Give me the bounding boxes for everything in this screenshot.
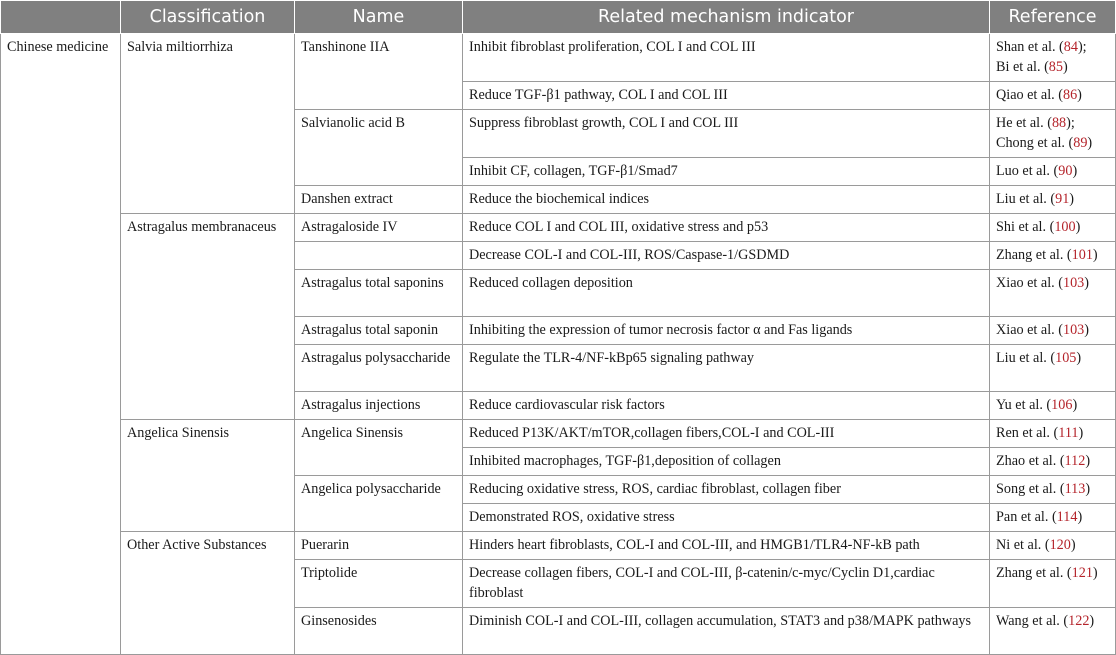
reference-tail: ) — [1084, 275, 1089, 291]
header-row — [1, 1, 1116, 34]
reference-entry — [996, 113, 1109, 133]
name-cell: Astragalus injections — [295, 392, 463, 420]
mechanism-cell: Demonstrated ROS, oxidative stress — [463, 504, 990, 532]
reference-author: Liu et al. ( — [996, 350, 1056, 366]
reference-link[interactable]: 88 — [1051, 115, 1067, 131]
reference-cell — [990, 242, 1116, 270]
reference-author: Xiao et al. ( — [996, 275, 1063, 291]
reference-link[interactable]: 105 — [1055, 350, 1077, 366]
reference-author: Bi et al. ( — [996, 59, 1049, 75]
mechanism-cell: Diminish COL-I and COL-III, collagen accumulation, STAT3 and p38/MAPK pathways — [463, 608, 990, 655]
reference-tail: ) — [1075, 219, 1081, 235]
mechanism-cell: Hinders heart fibroblasts, COL-I and COL-III, and HMGB1/TLR4-NF-kB path — [463, 532, 990, 560]
classification-cell: Salvia miltiorrhiza — [121, 34, 295, 214]
reference-cell — [990, 214, 1116, 242]
reference-link[interactable]: 111 — [1058, 425, 1079, 441]
reference-link[interactable]: 103 — [1062, 322, 1085, 338]
mechanism-cell: Suppress fibroblast growth, COL I and COL III — [463, 110, 990, 158]
reference-author: Shan et al. ( — [996, 39, 1064, 55]
reference-cell — [990, 560, 1116, 608]
reference-link[interactable]: 122 — [1068, 613, 1090, 629]
mechanism-cell: Reduced P13K/AKT/mTOR,collagen fibers,COL-I and COL-III — [463, 420, 990, 448]
header-category — [1, 1, 121, 34]
reference-link[interactable]: 112 — [1064, 453, 1086, 469]
name-cell: Angelica Sinensis — [295, 420, 463, 476]
reference-tail: ) — [1085, 453, 1091, 469]
name-cell — [295, 242, 463, 270]
name-cell: Tanshinone IIA — [295, 34, 463, 110]
name-cell: Ginsenosides — [295, 608, 463, 655]
header-reference: Reference — [990, 1, 1116, 34]
mechanism-cell: Reducing oxidative stress, ROS, cardiac fibroblast, collagen fiber — [463, 476, 990, 504]
reference-tail: ) — [1084, 322, 1089, 338]
reference-author: Liu et al. ( — [996, 191, 1056, 207]
reference-cell — [990, 392, 1116, 420]
mechanism-cell: Inhibited macrophages, TGF-β1,deposition of collagen — [463, 448, 990, 476]
reference-link[interactable]: 86 — [1062, 87, 1078, 103]
reference-link[interactable]: 113 — [1064, 481, 1086, 497]
name-cell: Puerarin — [295, 532, 463, 560]
reference-cell — [990, 317, 1116, 345]
mechanism-cell: Reduce COL I and COL III, oxidative stress and p53 — [463, 214, 990, 242]
mechanism-cell: Reduce the biochemical indices — [463, 186, 990, 214]
reference-author: Xiao et al. ( — [996, 322, 1063, 338]
reference-author: Zhang et al. ( — [996, 247, 1072, 263]
category-cell: Chinese medicine — [1, 34, 121, 655]
mechanism-cell: Regulate the TLR-4/NF-kBp65 signaling pathway — [463, 345, 990, 392]
reference-cell — [990, 420, 1116, 448]
reference-link[interactable]: 114 — [1056, 509, 1078, 525]
name-cell: Astragalus polysaccharide — [295, 345, 463, 392]
reference-cell — [990, 270, 1116, 317]
mechanism-cell: Decrease collagen fibers, COL-I and COL-III, β-catenin/c-myc/Cyclin D1,cardiac fibroblast — [463, 560, 990, 608]
reference-cell — [990, 448, 1116, 476]
table-row — [1, 34, 1116, 82]
reference-author: Song et al. ( — [996, 481, 1065, 497]
reference-tail: ) — [1085, 481, 1091, 497]
reference-cell — [990, 110, 1116, 158]
reference-cell — [990, 186, 1116, 214]
reference-tail: ) — [1072, 397, 1078, 413]
mechanism-cell: Reduce cardiovascular risk factors — [463, 392, 990, 420]
header-classification: Classification — [121, 1, 295, 34]
header-mechanism: Related mechanism indicator — [463, 1, 990, 34]
reference-author: He et al. ( — [996, 115, 1052, 131]
reference-tail: ) — [1089, 613, 1095, 629]
reference-entry — [996, 37, 1109, 57]
reference-author: Ni et al. ( — [996, 537, 1050, 553]
reference-author: Yu et al. ( — [996, 397, 1052, 413]
mechanism-cell: Inhibit fibroblast proliferation, COL I and COL III — [463, 34, 990, 82]
reference-tail: ); — [1077, 39, 1087, 55]
reference-tail: ) — [1076, 350, 1082, 366]
classification-cell: Other Active Substances — [121, 532, 295, 655]
reference-cell — [990, 476, 1116, 504]
reference-author: Luo et al. ( — [996, 163, 1059, 179]
reference-link[interactable]: 101 — [1071, 247, 1093, 263]
reference-entry — [996, 57, 1109, 77]
classification-cell: Astragalus membranaceus — [121, 214, 295, 420]
reference-link[interactable]: 90 — [1058, 163, 1073, 179]
reference-tail: ) — [1078, 425, 1084, 441]
reference-author: Zhao et al. ( — [996, 453, 1065, 469]
reference-author: Chong et al. ( — [996, 135, 1074, 151]
reference-tail: ) — [1092, 247, 1098, 263]
reference-tail: ) — [1092, 565, 1098, 581]
mechanism-cell: Decrease COL-I and COL-III, ROS/Caspase-1/GSDMD — [463, 242, 990, 270]
name-cell: Triptolide — [295, 560, 463, 608]
name-cell: Astragalus total saponin — [295, 317, 463, 345]
reference-cell — [990, 345, 1116, 392]
reference-author: Qiao et al. ( — [996, 87, 1063, 103]
table-row — [1, 214, 1116, 242]
reference-link[interactable]: 103 — [1062, 275, 1085, 291]
reference-author: Pan et al. ( — [996, 509, 1057, 525]
reference-link[interactable]: 100 — [1054, 219, 1076, 235]
name-cell: Salvianolic acid B — [295, 110, 463, 186]
reference-cell — [990, 532, 1116, 560]
reference-link[interactable]: 120 — [1049, 537, 1071, 553]
reference-cell — [990, 82, 1116, 110]
reference-tail: ) — [1087, 135, 1093, 151]
reference-link[interactable]: 89 — [1073, 135, 1088, 151]
reference-link[interactable]: 84 — [1063, 39, 1078, 55]
reference-author: Ren et al. ( — [996, 425, 1059, 441]
classification-cell: Angelica Sinensis — [121, 420, 295, 532]
reference-author: Zhang et al. ( — [996, 565, 1072, 581]
reference-entry — [996, 133, 1109, 153]
table-row — [1, 420, 1116, 448]
reference-tail: ) — [1077, 509, 1083, 525]
header-name: Name — [295, 1, 463, 34]
reference-cell — [990, 158, 1116, 186]
reference-tail: ); — [1066, 115, 1075, 131]
mechanism-cell: Reduced collagen deposition — [463, 270, 990, 317]
reference-author: Wang et al. ( — [996, 613, 1069, 629]
reference-author: Shi et al. ( — [996, 219, 1055, 235]
reference-cell — [990, 34, 1116, 82]
reference-tail: ) — [1072, 163, 1078, 179]
reference-link[interactable]: 121 — [1071, 565, 1093, 581]
name-cell: Astragaloside IV — [295, 214, 463, 242]
reference-cell — [990, 504, 1116, 532]
reference-tail: ) — [1070, 537, 1076, 553]
reference-tail: ) — [1077, 87, 1082, 103]
reference-link[interactable]: 85 — [1048, 59, 1063, 75]
mechanism-cell: Reduce TGF-β1 pathway, COL I and COL III — [463, 82, 990, 110]
reference-tail: ) — [1062, 59, 1068, 75]
reference-link[interactable]: 91 — [1055, 191, 1070, 207]
table-row — [1, 532, 1116, 560]
reference-link[interactable]: 106 — [1051, 397, 1073, 413]
reference-tail: ) — [1069, 191, 1075, 207]
mechanism-cell: Inhibiting the expression of tumor necrosis factor α and Fas ligands — [463, 317, 990, 345]
name-cell: Angelica polysaccharide — [295, 476, 463, 532]
name-cell: Danshen extract — [295, 186, 463, 214]
name-cell: Astragalus total saponins — [295, 270, 463, 317]
mechanism-cell: Inhibit CF, collagen, TGF-β1/Smad7 — [463, 158, 990, 186]
